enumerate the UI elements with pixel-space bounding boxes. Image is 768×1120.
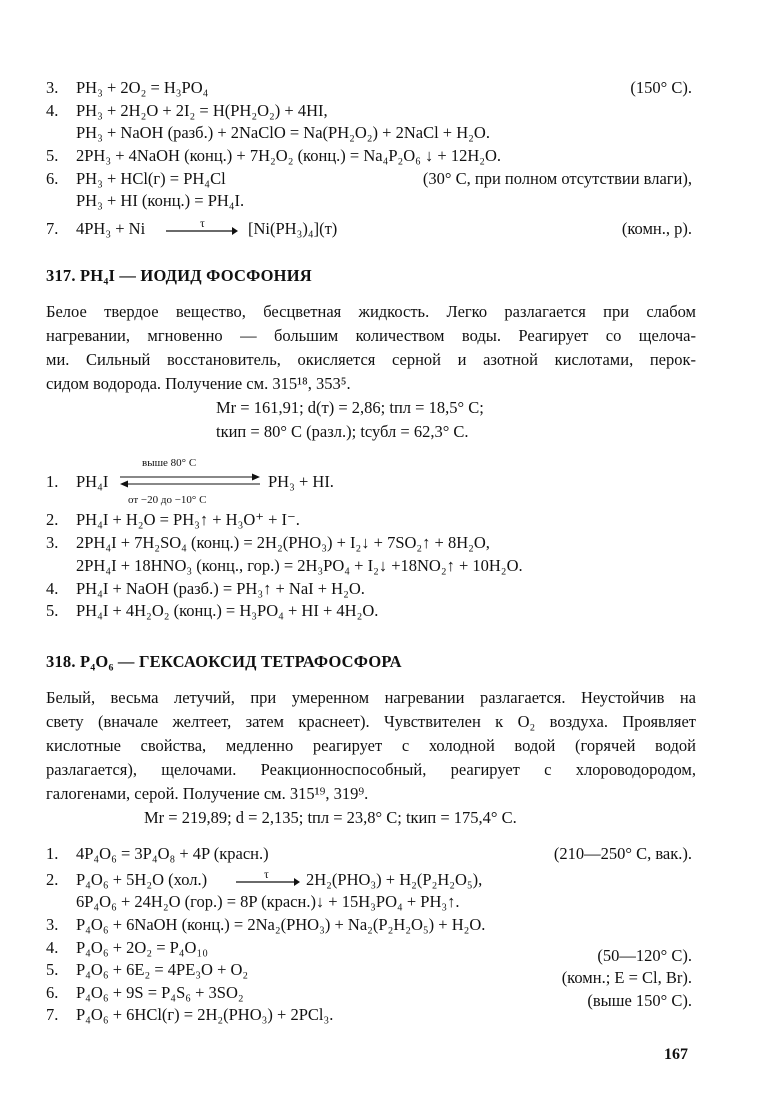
section-description: Белое твердое вещество, бесцветная жидкость. Легко разлагается при слабом нагревании, мгновенно — большим количеством воды. Реагирует со щелоча- ми. Сильный восстановитель, окисляется серной и азотной кислотами, перок- сидом водорода. Получение см. 315¹⁸, 353⁵.	[46, 302, 696, 393]
equation-line: 4. PH₃ + 2H₂O + 2I₂ = H(PH₂O₂) + 4HI,	[46, 101, 328, 120]
equation-line: 4. PH₄I + NaOH (разб.) = PH₃↑ + NaI + H₂O.	[46, 579, 365, 598]
equation-line: 5. 2PH₃ + 4NaOH (конц.) + 7H₂O₂ (конц.) = Na₄P₂O₆ ↓ + 12H₂O.	[46, 146, 502, 165]
section-description: Белый, весьма летучий, при умеренном нагревании разлагается. Неустойчив на свету (вначале желтеет, затем краснеет). Чувствителен к O₂ воздуха. Проявляет кислотные свойства, медленно реагирует с холодной водой (горячей водой разлагается), щелочами. Реакционноспособный, реагирует с хлороводородом, галогенами, серой. Получение см. 315¹⁹, 319⁹.	[46, 688, 696, 803]
equation-line: 6. P₄O₆ + 9S = P₄S₆ + 3SO₂ (выше 150° C).	[46, 983, 692, 1010]
equilibrium-equation: выше 80° C 1. PH₄I PH₃ + HI. от −20 до −10° C	[46, 457, 334, 506]
equation-line: 6. PH₃ + HCl(г) = PH₄Cl (30° C, при полном отсутствии влаги),	[46, 169, 692, 188]
equation-line: 1. 4P₄O₆ = 3P₄O₈ + 4P (красн.) (210—250° C, вак.).	[46, 844, 692, 863]
equation-line: 2PH₄I + 18HNO₃ (конц., гор.) = 2H₃PO₄ + I₂↓ +18NO₂↑ + 10H₂O.	[76, 556, 523, 575]
section-heading: 317. PH₄I — ИОДИД ФОСФОНИЯ	[46, 266, 312, 285]
reaction-arrow	[236, 878, 300, 888]
equation-line: 5. P₄O₆ + 6E₂ = 4PE₃O + O₂ (комн.; E = Cl, Br).	[46, 960, 692, 987]
equation-line: 6P₄O₆ + 24H₂O (гор.) = 8P (красн.)↓ + 15H₃PO₄ + PH₃↑.	[76, 892, 460, 911]
equation-line: 7. P₄O₆ + 6HCl(г) = 2H₂(PHO₃) + 2PCl₃.	[46, 1005, 334, 1024]
equation-line: 3. P₄O₆ + 6NaOH (конц.) = 2Na₂(PHO₃) + Na₂(P₂H₂O₅) + H₂O.	[46, 915, 486, 934]
book-page: 3. PH₃ + 2O₂ = H₃PO₄ (150° C). 4. PH₃ + 2H₂O + 2I₂ = H(PH₂O₂) + 4HI, PH₃ + NaOH (разб.) + 2NaClO = Na(PH₂O₂) + 2NaCl + H₂O. 5. 2PH₃ + 4NaOH (конц.) + 7H₂O₂ (конц.) = Na₄P₂O₆ ↓ + 12H₂O. 6. PH₃ + HCl(г) = PH₄Cl (30° C, при полном отсутствии влаги), PH₃ + HI (конц.) = PH₄I. 7. 4PH₃ + Ni τ [Ni(PH₃)₄](т) (комн., p). 317. PH₄I — ИОДИД ФОСФОНИЯ Белое твердое вещество, бесцветная жидкость. Легко разлагается при слабом нагревании, мгновенно — большим количеством воды. Реагирует со щелоча- ми. Сильный восстановитель, окисляется серной и азотной кислотами, перок- сидом водорода. Получение см. 315¹⁸, 353⁵. Mr = 161,91; d(т) = 2,86; tпл = 18,5° C; tкип = 80° C (разл.); tсубл = 62,3° C. выше 80° C 1. PH₄I PH₃ + HI. от −20 до −10° C 2. PH₄I + H₂O = PH₃↑ + H₃O⁺ + I⁻. 3. 2PH₄I + 7H₂SO₄ (конц.) = 2H₂(PHO₃) + I₂↓ + 7SO₂↑ + 8H₂O, 2PH₄I + 18HNO₃ (конц., гор.) = 2H₃PO₄ + I₂↓ +18NO₂↑ + 10H₂O. 4. PH₄I + NaOH (разб.) = PH₃↑ + NaI + H₂O. 5. PH₄I + 4H₂O₂ (конц.) = H₃PO₄ + HI + 4H₂O. 318. P₄O₆ — ГЕКСАОКСИД ТЕТРАФОСФОРА Белый, весьма летучий, при умеренном нагревании разлагается. Неустойчив на свету (вначале желтеет, затем краснеет). Чувствителен к O₂ воздуха. Проявляет кислотные свойства, медленно реагирует с холодной водой (горячей водой разлагается), щелочами. Реакционноспособный, реагирует с хлороводородом, галогенами, серой. Получение см. 315¹⁹, 319⁹. Mr = 219,89; d = 2,135; tпл = 23,8° C; tкип = 175,4° C. 1. 4P₄O₆ = 3P₄O₈ + 4P (красн.) (210—250° C, вак.). 2. P₄O₆ + 5H₂O (хол.) τ 2H₂(PHO₃) + H₂(P₂H₂O₅), 6P₄O₆ + 24H₂O (гор.) = 8P (красн.)↓ + 15H₃PO₄ + PH₃↑. 3. P₄O₆ + 6NaOH (конц.) = 2Na₂(PHO₃) + Na₂(P₂H₂O₅) + H₂O. 4. P₄O₆ + 2O₂ = P₄O₁₀ (50—120° C). 5. P₄O₆ + 6E₂ = 4PE₃O + O₂ (комн.; E = Cl, Br). 6. P₄O₆ + 9S = P₄S₆ + 3SO₂ (выше 150° C). 7. P₄O₆ + 6HCl(г) = 2H₂(PHO₃) + 2PCl₃. 167	[0, 0, 768, 1120]
equation-line: 7. 4PH₃ + Ni τ [Ni(PH₃)₄](т) (комн., p).	[0, 217, 768, 241]
equilibrium-arrows	[120, 473, 260, 489]
equation-line: 3. PH₃ + 2O₂ = H₃PO₄ (150° C).	[46, 78, 692, 97]
equation-line: 5. PH₄I + 4H₂O₂ (конц.) = H₃PO₄ + HI + 4H₂O.	[46, 601, 379, 620]
equation-line: 4. P₄O₆ + 2O₂ = P₄O₁₀ (50—120° C).	[46, 938, 692, 965]
section-heading: 318. P₄O₆ — ГЕКСАОКСИД ТЕТРАФОСФОРА	[46, 652, 402, 671]
equation-line: PH₃ + NaOH (разб.) + 2NaClO = Na(PH₂O₂) + 2NaCl + H₂O.	[76, 123, 490, 142]
arrow-label: τ	[200, 216, 205, 230]
arrow-label-below: от −20 до −10° C	[128, 494, 207, 506]
equation-line: 3. 2PH₄I + 7H₂SO₄ (конц.) = 2H₂(PHO₃) + I₂↓ + 7SO₂↑ + 8H₂O,	[46, 533, 490, 552]
page-number: 167	[664, 1046, 688, 1063]
equation-line: PH₃ + HI (конц.) = PH₄I.	[76, 191, 245, 210]
equation-line: 2. P₄O₆ + 5H₂O (хол.) τ 2H₂(PHO₃) + H₂(P₂H₂O₅),	[0, 868, 768, 892]
reaction-arrow	[166, 227, 238, 237]
arrow-label: τ	[264, 867, 269, 881]
equation-line: 2. PH₄I + H₂O = PH₃↑ + H₃O⁺ + I⁻.	[46, 510, 300, 529]
arrow-label-above: выше 80° C	[142, 457, 197, 469]
